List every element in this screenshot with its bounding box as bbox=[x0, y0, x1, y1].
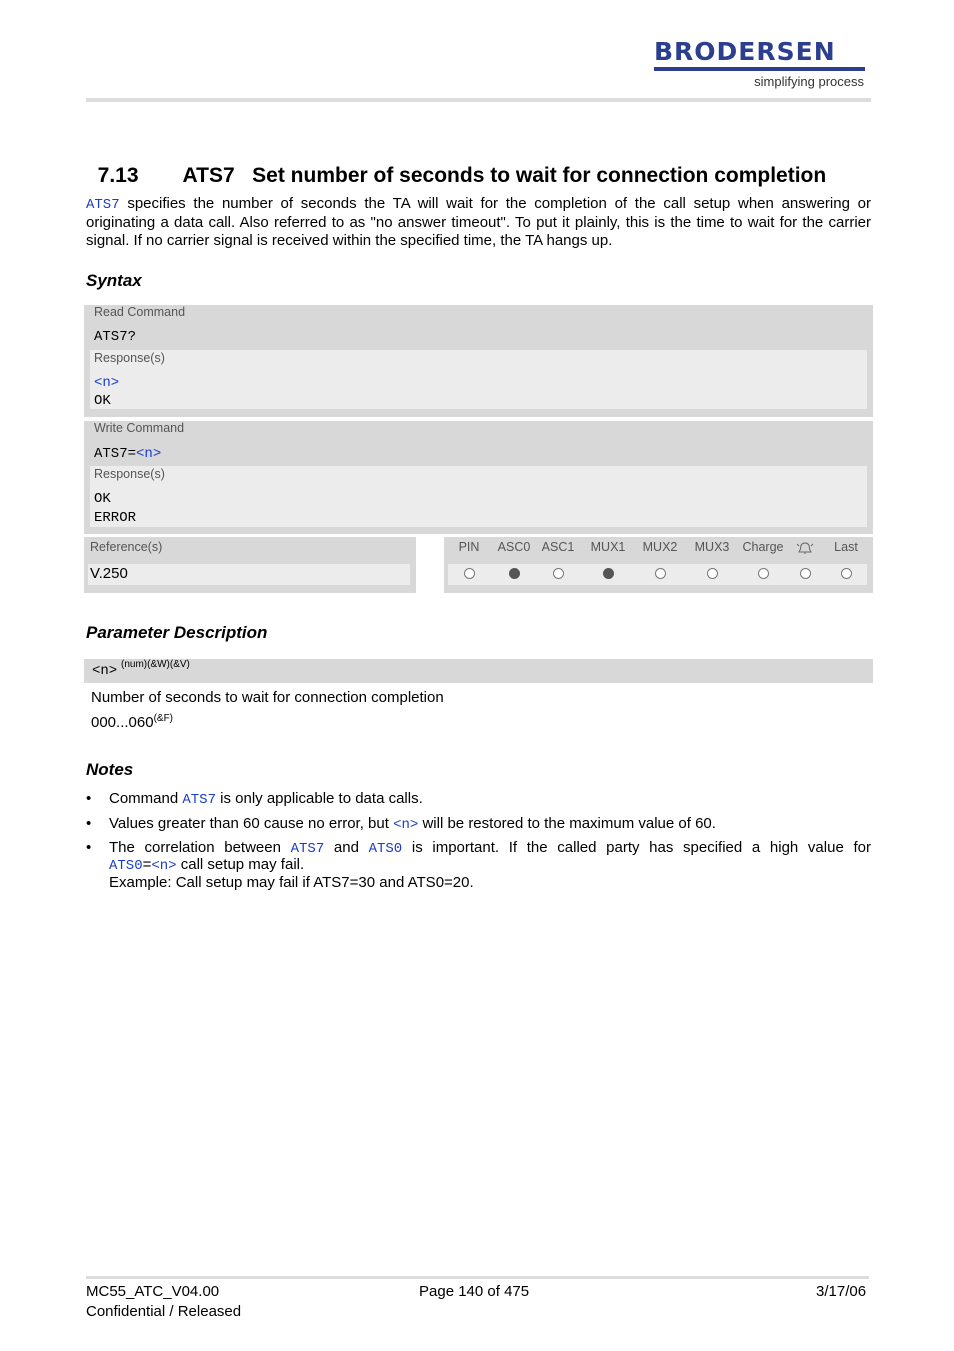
param-range-attr: (&F) bbox=[153, 713, 174, 724]
empty-circle-icon bbox=[800, 568, 811, 579]
note-bullet-1: • bbox=[86, 790, 92, 807]
section-number: 7.13 bbox=[97, 164, 139, 187]
write-response-ok: OK bbox=[94, 491, 111, 507]
note-3-text-d: call setup may fail. bbox=[176, 856, 305, 873]
empty-circle-icon bbox=[707, 568, 718, 579]
note-3-ats0-link-2[interactable]: ATS0 bbox=[109, 858, 143, 874]
write-command-prefix: ATS7= bbox=[94, 446, 137, 462]
empty-circle-icon bbox=[758, 568, 769, 579]
read-command-text: ATS7? bbox=[94, 329, 137, 345]
syntax-heading: Syntax bbox=[86, 271, 142, 290]
notes-heading: Notes bbox=[86, 760, 134, 779]
param-range-value: 000...060 bbox=[91, 714, 154, 731]
note-bullet-3: • bbox=[86, 839, 92, 856]
empty-circle-icon bbox=[553, 568, 564, 579]
read-response-param[interactable]: <n> bbox=[94, 375, 120, 391]
availability-col-asc0: ASC0 bbox=[497, 540, 531, 554]
note-bullet-2: • bbox=[86, 815, 92, 832]
filled-circle-icon bbox=[509, 568, 520, 579]
reference-value: V.250 bbox=[90, 565, 128, 582]
availability-col-charge: Charge bbox=[742, 540, 784, 554]
logo-wordmark: BRODERSEN bbox=[654, 37, 836, 66]
read-command-block bbox=[84, 305, 873, 417]
footer-page: Page 140 of 475 bbox=[419, 1283, 530, 1300]
note-3-example: Example: Call setup may fail if ATS7=30 and ATS0=20. bbox=[109, 874, 474, 891]
param-attributes: (num)(&W)(&V) bbox=[121, 659, 190, 670]
availability-col-pin: PIN bbox=[458, 540, 480, 554]
empty-circle-icon bbox=[464, 568, 475, 579]
note-3-line-2 bbox=[109, 856, 871, 875]
param-heading: Parameter Description bbox=[86, 623, 268, 642]
ats7-link[interactable]: ATS7 bbox=[86, 197, 120, 213]
write-command-label: Write Command bbox=[94, 421, 185, 435]
footer-rule bbox=[86, 1276, 869, 1279]
availability-col-mux2: MUX2 bbox=[642, 540, 678, 554]
write-response-block bbox=[90, 466, 867, 527]
availability-col-mux1: MUX1 bbox=[590, 540, 626, 554]
write-command-text bbox=[94, 446, 161, 462]
logo-underline bbox=[654, 67, 865, 71]
section-title: ATS7 Set number of seconds to wait for connection completion bbox=[182, 164, 827, 187]
note-2-text-b: will be restored to the maximum value of 60. bbox=[418, 815, 716, 832]
note-2-param-link[interactable]: <n> bbox=[393, 817, 419, 833]
brand-logo bbox=[654, 38, 866, 92]
note-3-text-b: and bbox=[324, 839, 369, 856]
reference-value-box bbox=[88, 564, 410, 585]
read-command-label: Read Command bbox=[94, 305, 186, 319]
note-3-ats7-link[interactable]: ATS7 bbox=[290, 841, 325, 857]
availability-block bbox=[444, 537, 873, 593]
section-heading bbox=[86, 140, 876, 188]
note-1-text-a: Command bbox=[109, 790, 183, 807]
read-response-block bbox=[90, 350, 867, 409]
reference-label: Reference(s) bbox=[90, 540, 163, 554]
intro-paragraph bbox=[86, 195, 871, 250]
param-name: <n> bbox=[92, 663, 118, 679]
param-range bbox=[91, 712, 173, 729]
note-1-ats7-link[interactable]: ATS7 bbox=[182, 792, 216, 808]
read-response-ok: OK bbox=[94, 393, 111, 409]
availability-col-mux3: MUX3 bbox=[694, 540, 730, 554]
empty-circle-icon bbox=[655, 568, 666, 579]
param-name-bar bbox=[84, 659, 873, 683]
write-command-param[interactable]: <n> bbox=[136, 446, 162, 462]
header-rule bbox=[86, 98, 871, 102]
note-3-text-a: The correlation between bbox=[109, 839, 291, 856]
note-3-equals: = bbox=[142, 856, 152, 873]
note-3-ats0-link[interactable]: ATS0 bbox=[368, 841, 403, 857]
logo-tagline: simplifying process bbox=[754, 74, 864, 89]
footer-doc-id: MC55_ATC_V04.00 bbox=[86, 1283, 220, 1300]
note-1-text-b: is only applicable to data calls. bbox=[215, 790, 423, 807]
note-2 bbox=[109, 815, 871, 834]
availability-col-asc1: ASC1 bbox=[541, 540, 575, 554]
note-2-text-a: Values greater than 60 cause no error, but bbox=[109, 815, 394, 832]
availability-col-last: Last bbox=[834, 540, 858, 554]
write-response-label: Response(s) bbox=[94, 467, 165, 481]
read-response-label: Response(s) bbox=[94, 351, 165, 365]
note-3-param-link[interactable]: <n> bbox=[151, 858, 177, 874]
param-description: Number of seconds to wait for connection completion bbox=[91, 689, 444, 706]
footer-date: 3/17/06 bbox=[816, 1283, 867, 1300]
reference-block bbox=[84, 537, 416, 593]
write-command-block bbox=[84, 421, 873, 534]
note-3-text-c: is important. If the called party has specified a high value for bbox=[402, 839, 871, 856]
footer-status: Confidential / Released bbox=[86, 1303, 242, 1320]
note-1 bbox=[109, 790, 871, 809]
intro-text: specifies the number of seconds the TA will wait for the completion of the call setup when answering or originating a data call. Also referred to as "no answer timeout". To put it plainly, this is the time to wait for the carrier signal. If no carrier signal is received within the specified time, the TA hangs up. bbox=[86, 195, 871, 249]
filled-circle-icon bbox=[603, 568, 614, 579]
write-response-error: ERROR bbox=[94, 510, 137, 526]
empty-circle-icon bbox=[841, 568, 852, 579]
